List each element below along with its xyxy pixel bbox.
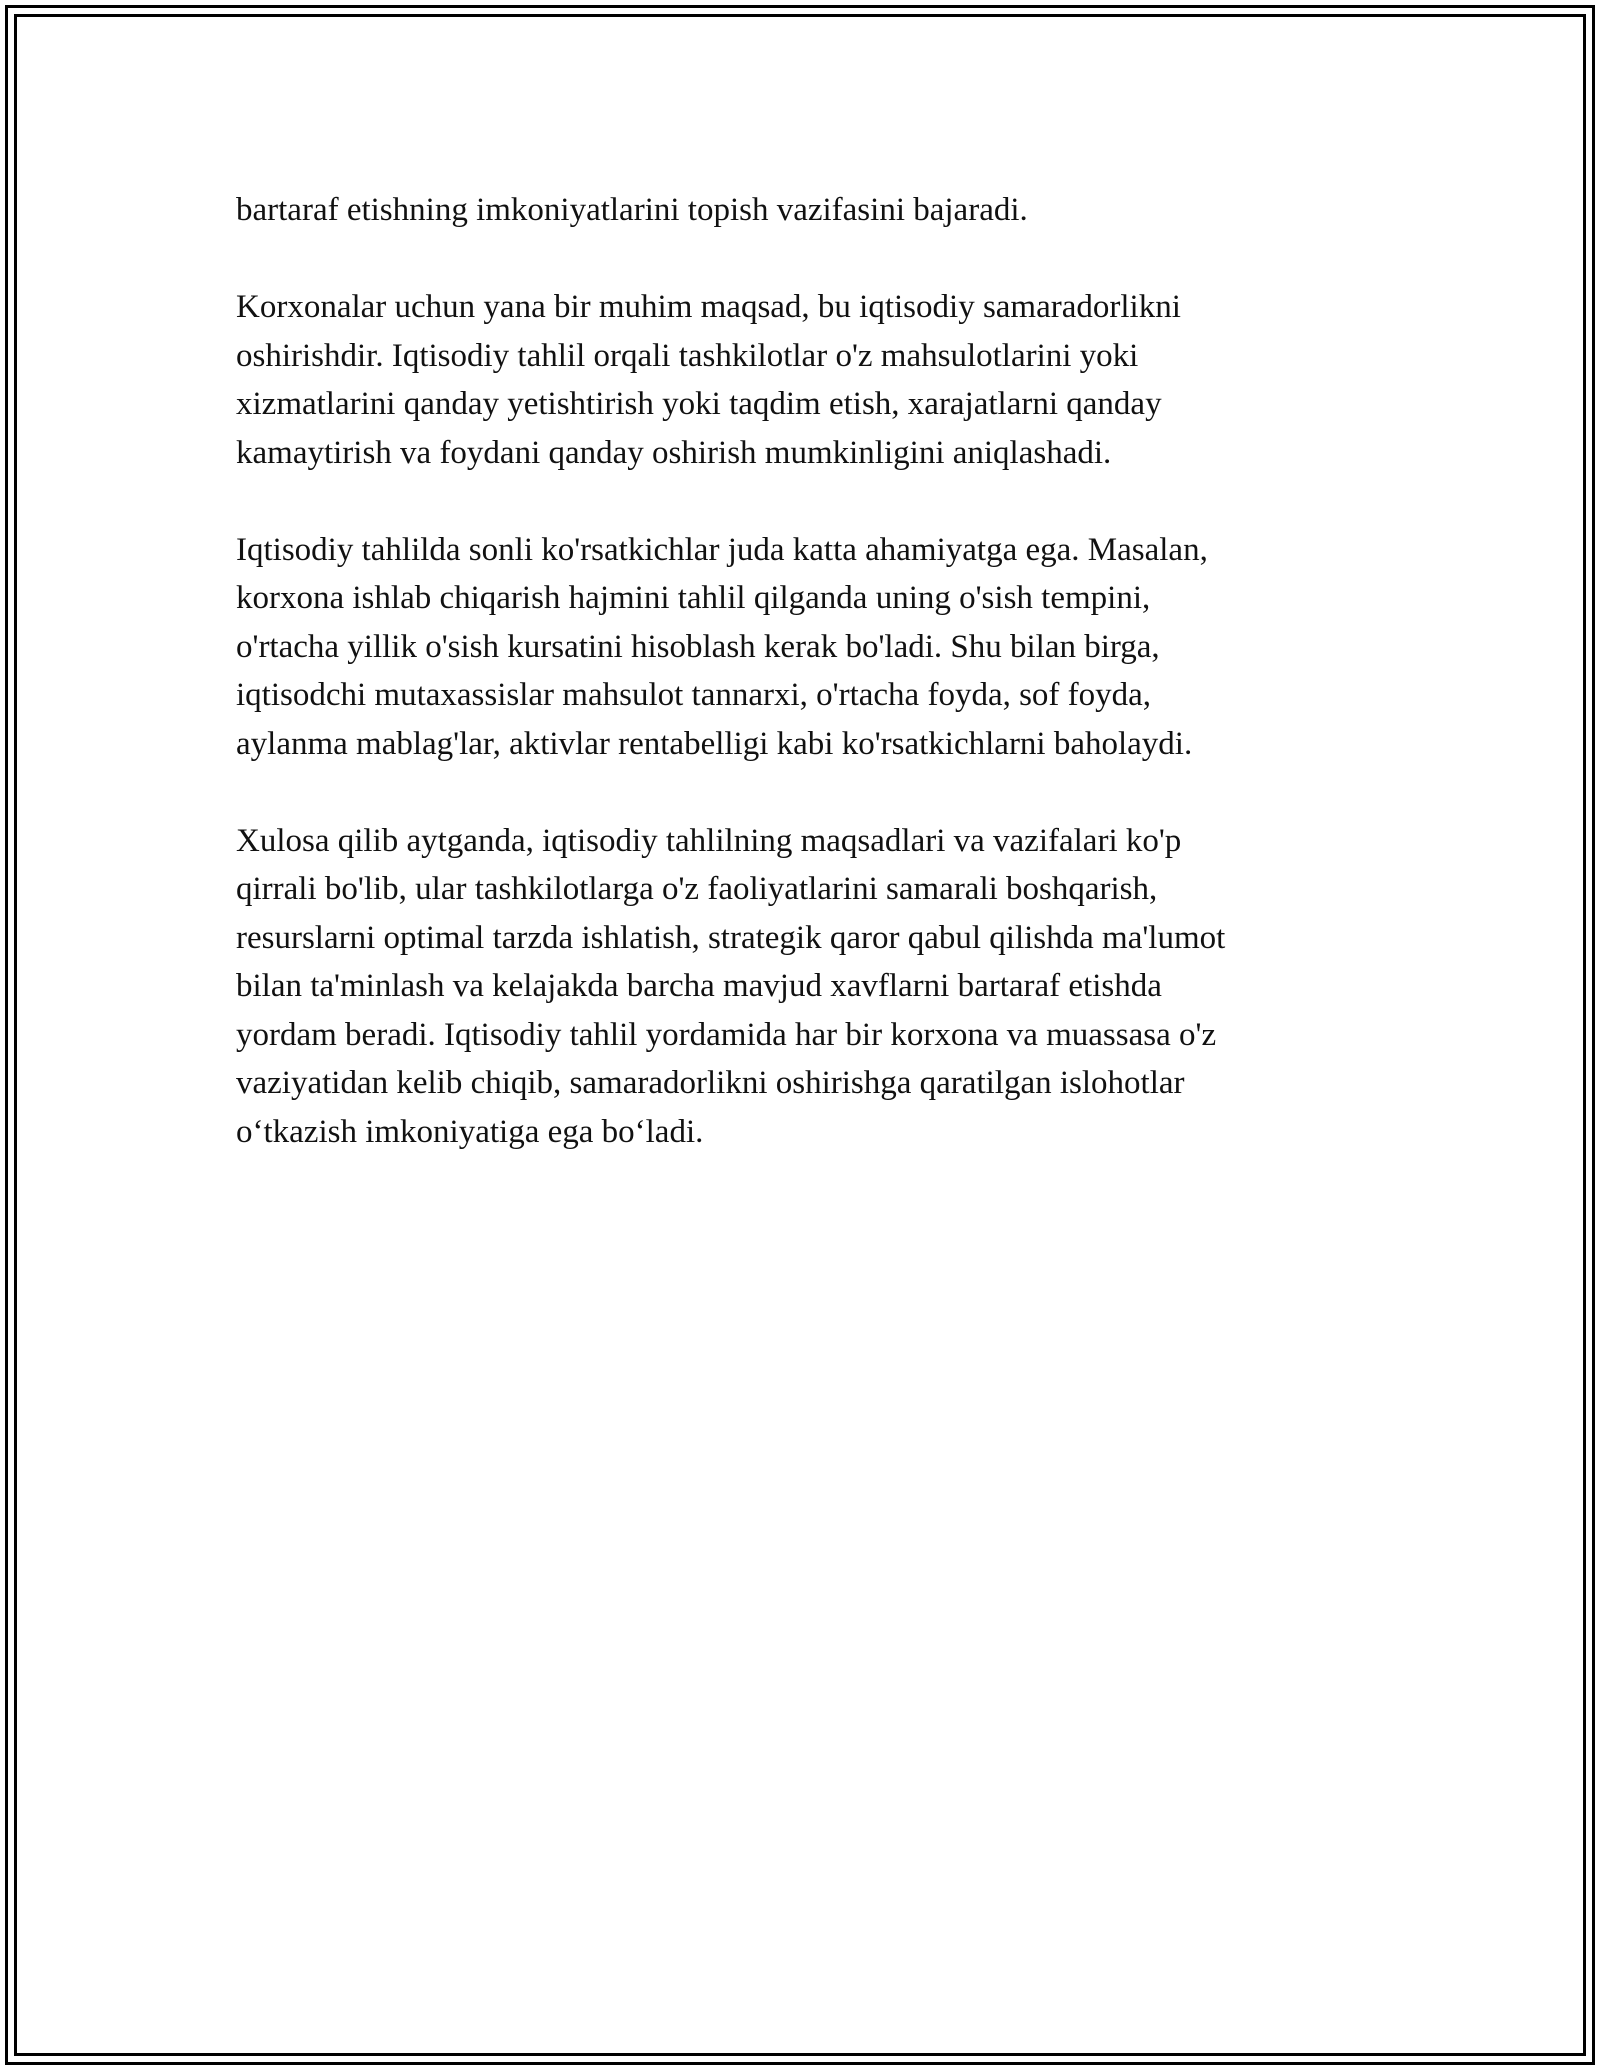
paragraph-3 [236, 526, 1376, 769]
paragraph-1 [236, 186, 1376, 235]
text-line: xizmatlarini qanday yetishtirish yoki taqdim etish, xarajatlarni qanday [236, 386, 1162, 422]
text-line: aylanma mablag'lar, aktivlar rentabelligi kabi ko'rsatkichlarni baholaydi. [236, 725, 1193, 762]
text-line: korxona ishlab chiqarish hajmini tahlil qilganda uning o'sish tempini, [236, 580, 1151, 616]
text-line: yordam beradi. Iqtisodiy tahlil yordamida har bir korxona va muassasa o'z [236, 1016, 1217, 1053]
text-line: vaziyatidan kelib chiqib, samaradorlikni oshirishga qaratilgan islohotlar [236, 1065, 1185, 1101]
text-line: Xulosa qilib aytganda, iqtisodiy tahlilning maqsadlari va vazifalari ko'p [236, 822, 1182, 859]
text-line: oʻtkazish imkoniyatiga ega boʻladi. [236, 1113, 704, 1150]
text-line: bartaraf etishning imkoniyatlarini topish vazifasini bajaradi. [236, 192, 1028, 228]
text-line: qirrali bo'lib, ular tashkilotlarga o'z faoliyatlarini samarali boshqarish, [236, 871, 1158, 907]
text-line: Korxonalar uchun yana bir muhim maqsad, bu iqtisodiy samaradorlikni [236, 289, 1181, 325]
paragraph-4 [236, 817, 1376, 1157]
paragraph-2 [236, 283, 1376, 477]
text-line: kamaytirish va foydani qanday oshirish mumkinligini aniqlashadi. [236, 434, 1112, 471]
text-line: o'rtacha yillik o'sish kursatini hisoblash kerak bo'ladi. Shu bilan birga, [236, 628, 1160, 665]
text-line: resurslarni optimal tarzda ishlatish, strategik qaror qabul qilishda ma'lumot [236, 919, 1226, 956]
text-line: Iqtisodiy tahlilda sonli ko'rsatkichlar juda katta ahamiyatga ega. Masalan, [236, 531, 1208, 568]
text-line: bilan ta'minlash va kelajakda barcha mavjud xavflarni bartaraf etishda [236, 968, 1162, 1004]
text-line: oshirishdir. Iqtisodiy tahlil orqali tashkilotlar o'z mahsulotlarini yoki [236, 337, 1139, 374]
document-body [236, 186, 1376, 1205]
text-line: iqtisodchi mutaxassislar mahsulot tannarxi, o'rtacha foyda, sof foyda, [236, 677, 1152, 713]
